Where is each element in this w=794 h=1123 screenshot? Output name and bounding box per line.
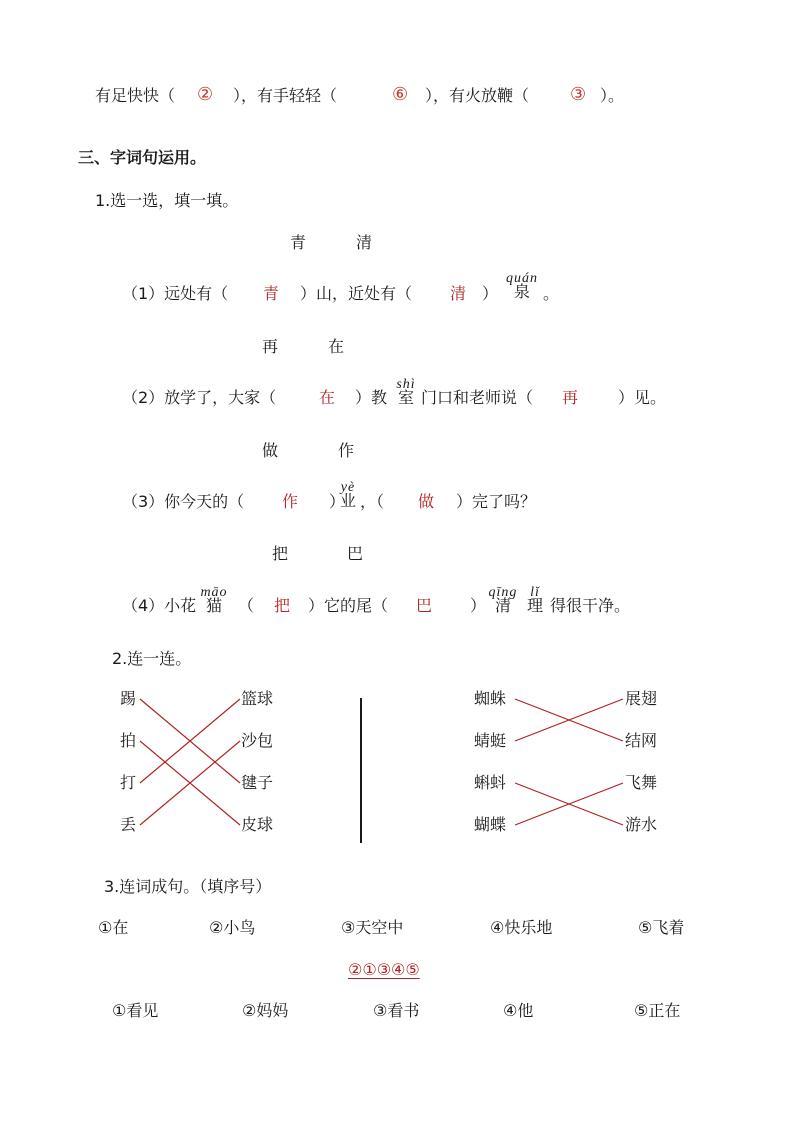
- option-word: 在: [328, 337, 345, 356]
- answer-text: 青: [263, 284, 280, 303]
- pinyin-char: shì 室: [396, 377, 416, 407]
- sentence-part: ），有手轻轻（: [233, 86, 338, 105]
- option-word: 巴: [347, 544, 364, 563]
- match-word: 篮球: [241, 689, 274, 708]
- sentence-part: ）。: [600, 86, 625, 105]
- answer-text: 作: [282, 492, 299, 511]
- match-word: 飞舞: [625, 773, 658, 792]
- question-title: 2.连一连。: [112, 649, 192, 668]
- pinyin-char: lǐ 理: [526, 585, 543, 615]
- option-word: 作: [338, 441, 355, 460]
- match-word: 蝌蚪: [474, 773, 507, 792]
- match-word: 打: [120, 773, 137, 792]
- option-word: 做: [262, 441, 279, 460]
- word-card: ①在: [98, 918, 129, 937]
- match-word: 皮球: [241, 815, 274, 834]
- item-text: ，（: [360, 492, 385, 511]
- item-text: ）它的尾（: [308, 596, 389, 615]
- section-title: 三、字词句运用。: [78, 148, 207, 167]
- word-card: ①看见: [112, 1001, 159, 1020]
- item-text: ）: [470, 596, 487, 615]
- match-word: 蜻蜓: [474, 731, 507, 750]
- answer-text: 在: [319, 388, 336, 407]
- word-card: ②小鸟: [209, 918, 256, 937]
- word-card: ③天空中: [341, 918, 404, 937]
- answer-text: ⑥: [392, 84, 409, 105]
- match-word: 沙包: [241, 731, 274, 750]
- answer-text: ③: [570, 84, 587, 105]
- pinyin-char: quán 泉: [506, 271, 538, 301]
- word-card: ③看书: [373, 1001, 420, 1020]
- match-word: 丢: [120, 815, 137, 834]
- item-text: ）教: [355, 388, 388, 407]
- pinyin-char: qīng 清: [488, 585, 518, 615]
- pinyin-char: yè 业: [339, 480, 356, 510]
- sentence-part: ），有火放鞭（: [425, 86, 530, 105]
- item-text: （2）放学了，大家（: [122, 388, 277, 407]
- pinyin-char: māo 猫: [200, 585, 228, 615]
- sentence-part: 有足快快（: [95, 86, 176, 105]
- answer-text: 再: [562, 388, 579, 407]
- item-text: （4）小花: [122, 596, 197, 615]
- word-card: ⑤飞着: [638, 918, 685, 937]
- answer-text: ②: [197, 84, 214, 105]
- answer-text: ②①③④⑤: [348, 960, 420, 979]
- option-word: 青: [290, 233, 307, 252]
- option-word: 把: [272, 544, 289, 563]
- word-card: ④他: [503, 1001, 534, 1020]
- option-word: 清: [356, 233, 373, 252]
- match-word: 踢: [120, 689, 137, 708]
- answer-text: 清: [450, 284, 467, 303]
- item-text: （: [238, 596, 255, 615]
- word-card: ④快乐地: [490, 918, 553, 937]
- match-word: 蝴蝶: [474, 815, 507, 834]
- item-text: 门口和老师说（: [421, 388, 534, 407]
- item-text: （1）远处有（: [122, 284, 229, 303]
- question-title: 3.连词成句。（填序号）: [104, 877, 272, 896]
- match-word: 展翅: [625, 689, 658, 708]
- item-text: 。: [543, 284, 560, 303]
- item-text: ）完了吗？: [456, 492, 537, 511]
- match-word: 游水: [625, 815, 658, 834]
- item-text: ）: [329, 492, 346, 511]
- answer-text: 做: [418, 492, 435, 511]
- item-text: 得很干净。: [550, 596, 631, 615]
- word-card: ⑤正在: [634, 1001, 681, 1020]
- question-title: 1.选一选，填一填。: [95, 191, 239, 210]
- answer-text: 把: [274, 596, 291, 615]
- match-word: 蜘蛛: [474, 689, 507, 708]
- match-word: 毽子: [241, 773, 274, 792]
- item-text: ）山，近处有（: [300, 284, 413, 303]
- item-text: （3）你今天的（: [122, 492, 245, 511]
- match-word: 结网: [625, 731, 658, 750]
- match-word: 拍: [120, 731, 137, 750]
- item-text: ）见。: [618, 388, 667, 407]
- option-word: 再: [262, 337, 279, 356]
- word-card: ②妈妈: [242, 1001, 289, 1020]
- item-text: ）: [482, 284, 499, 303]
- answer-text: 巴: [416, 596, 433, 615]
